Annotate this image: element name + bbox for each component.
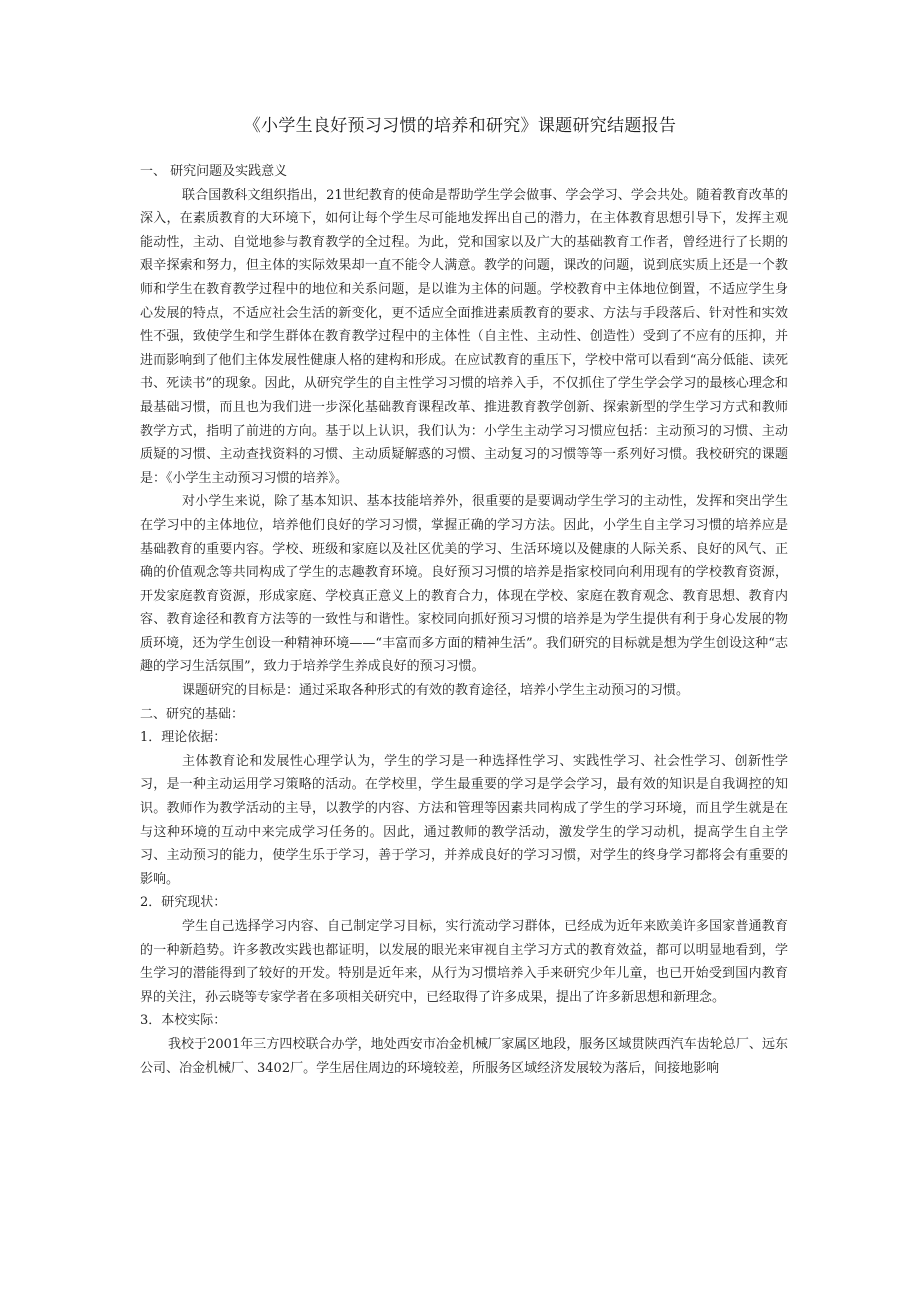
paragraph-3: 课题研究的目标是：通过采取各种形式的有效的教育途径，培养小学生主动预习的习惯。 bbox=[182, 683, 690, 699]
subheading-school: 3．本校实际： bbox=[140, 1013, 227, 1029]
paragraph-1: 联合国教科文组织指出，21世纪教育的使命是帮助学生学会做事、学会学习、学会共处。随着教育改革的深入，在素质教育的大环境下，如何让每个学生尽可能地发挥出自己的潜力，在主体教育思想引导下，发挥主观能动性，主动、自觉地参与教育教学的全过程。为此，党和国家以及广大的基础教育工作者，曾经进行了长期的艰辛探索和努力，但主体的实际效果却一直不能令人满意。教学的问题，课改的问题，说到底实质上还是一个教师和学生在教育教学过程中的地位和关系问题，是以谁为主体的问题。学校教育中主体地位倒置，不适应学生身心发展的特点，不适应社会生活的新变化，更不适应全面推进素质教育的要求、方法与手段落后、针对性和实效性不强，致使学生和学生群体在教育教学过程中的主体性（自主性、主动性、创造性）受到了不应有的压抑，并进而影响到了他们主体发展性健康人格的建构和形成。在应试教育的重压下，学校中常可以看到“高分低能、读死书、死读书”的现象。因此，从研究学生的自主性学习习惯的培养入手，不仅抓住了学生学会学习的最核心理念和最基础习惯，而且也为我们进一步深化基础教育课程改革、推进教育教学创新、探索新型的学生学习方式和教师教学方式，指明了前进的方向。基于以上认识，我们认为：小学生主动学习习惯应包括：主动预习的习惯、主动质疑的习惯、主动查找资料的习惯、主动质疑解惑的习惯、主动复习的习惯等等一系列好习惯。我校研究的课题是：《小学生主动预习习惯的培养》。 bbox=[140, 187, 788, 486]
paragraph-status: 学生自己选择学习内容、自己制定学习目标，实行流动学习群体，已经成为近年来欧美许多国家普通教育的一种新趋势。许多教改实践也都证明，以发展的眼光来审视自主学习方式的教育效益，都可以明显地看到，学生学习的潜能得到了较好的开发。特别是近年来，从行为习惯培养入手来研究少年儿童，也已开始受到国内教育界的关注，孙云晓等专家学者在多项相关研究中，已经取得了许多成果，提出了许多新思想和新理念。 bbox=[140, 919, 788, 1005]
section-heading-1: 一、 研究问题及实践意义 bbox=[140, 164, 288, 179]
paragraph-2: 对小学生来说，除了基本知识、基本技能培养外，很重要的是要调动学生学习的主动性，发挥和突出学生在学习中的主体地位，培养他们良好的学习习惯，掌握正确的学习方法。因此，小学生自主学习习惯的培养应是基础教育的重要内容。学校、班级和家庭以及社区优美的学习、生活环境以及健康的人际关系、良好的风气、正确的价值观念等共同构成了学生的志趣教育环境。良好预习习惯的培养是指家校同向利用现有的学校教育资源，开发家庭教育资源，形成家庭、学校真正意义上的教育合力，体现在学校、家庭在教育观念、教育思想、教育内容、教育途径和教育方法等的一致性与和谐性。家校同向抓好预习习惯的培养是为学生提供有利于身心发展的物质环境，还为学生创设一种精神环境——“丰富而多方面的精神生活”。我们研究的目标就是想为学生创设这种“志趣的学习生活氛围”，致力于培养学生养成良好的预习习惯。 bbox=[140, 494, 788, 675]
paragraph-theory: 主体教育论和发展性心理学认为，学生的学习是一种选择性学习、实践性学习、社会性学习、创新性学习，是一种主动运用学习策略的活动。在学校里，学生最重要的学习是学会学习，最有效的知识是自我调控的知识。教师作为教学活动的主导，以教学的内容、方法和管理等因素共同构成了学生的学习环境，而且学生就是在与这种环境的互动中来完成学习任务的。因此，通过教师的教学活动，激发学生的学习动机，提高学生自主学习、主动预习的能力，使学生乐于学习，善于学习，并养成良好的学习习惯，对学生的终身学习都将会有重要的影响。 bbox=[140, 753, 788, 887]
subheading-status: 2．研究现状： bbox=[140, 895, 227, 911]
section-heading-2: 二、研究的基础： bbox=[140, 706, 245, 722]
paragraph-school: 我校于2001年三方四校联合办学，地处西安市冶金机械厂家属区地段，服务区域贯陕西汽车齿轮总厂、远东公司、冶金机械厂、3402厂。学生居住周边的环境较差，所服务区域经济发展较为落后，间接地影响 bbox=[140, 1036, 788, 1076]
subheading-theory: 1．理论依据： bbox=[140, 730, 227, 746]
document-title: 《小学生良好预习习惯的培养和研究》课题研究结题报告 bbox=[243, 116, 677, 136]
document-body bbox=[140, 160, 788, 1080]
